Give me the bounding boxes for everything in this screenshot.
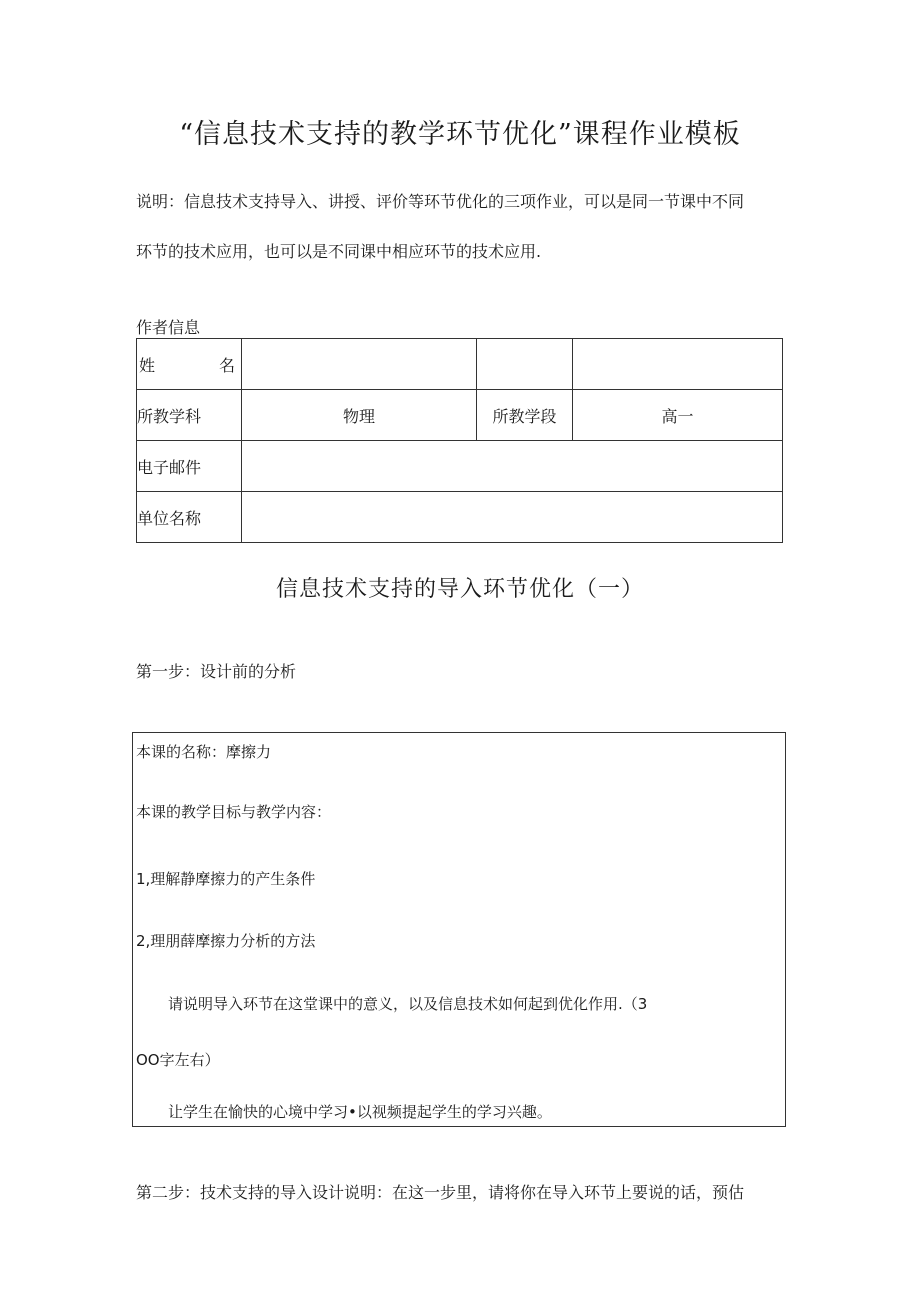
answer-text: 让学生在愉快的心境中学习•以视频提起学生的学习兴趣。: [168, 1103, 552, 1121]
instruction-line-1: 说明：信息技术支持导入、讲授、评价等环节优化的三项作业，可以是同一节课中不同: [136, 192, 745, 211]
goal-item-2: 2,理朋薛摩擦力分析的方法: [136, 932, 316, 950]
unit-value-cell[interactable]: [242, 492, 783, 543]
section-title: 信息技术支持的导入环节优化（一）: [275, 577, 644, 602]
name-label-char-2: 名: [218, 355, 235, 375]
step-2-heading: 第二步：技术支持的导入设计说明：在这一步里，请将你在导入环节上要说的话，预估: [136, 1183, 745, 1202]
name-label-char-1: 姓: [139, 355, 156, 375]
blank-value-cell[interactable]: [573, 339, 783, 390]
prompt-line-1: 请说明导入环节在这堂课中的意义，以及信息技术如何起到优化作用.（3: [168, 995, 648, 1013]
stage-label-cell: 所教学段: [477, 390, 573, 441]
table-row: [137, 441, 783, 492]
author-info-table: [136, 338, 783, 543]
unit-label-cell: 单位名称: [137, 492, 242, 543]
stage-value-cell[interactable]: 高一: [573, 390, 783, 441]
name-label-cell: [137, 339, 242, 390]
subject-label-cell: 所教学科: [137, 390, 242, 441]
subject-value-cell[interactable]: 物理: [242, 390, 477, 441]
lesson-name: 本课的名称：摩擦力: [136, 743, 272, 761]
step-1-heading: 第一步：设计前的分析: [136, 662, 297, 681]
goals-heading: 本课的教学目标与教学内容：: [136, 803, 332, 821]
document-title: “信息技术支持的教学环节优化”课程作业模板: [179, 119, 741, 150]
email-value-cell[interactable]: [242, 441, 783, 492]
table-row: [137, 492, 783, 543]
name-value-cell[interactable]: [242, 339, 477, 390]
prompt-line-2: OO字左右）: [136, 1051, 220, 1069]
instruction-line-2: 环节的技术应用，也可以是不同课中相应环节的技术应用.: [136, 242, 542, 261]
analysis-box: [132, 732, 786, 1127]
table-row: [137, 390, 783, 441]
goal-item-1: 1,理解静摩擦力的产生条件: [136, 870, 316, 888]
table-row: [137, 339, 783, 390]
email-label-cell: 电子邮件: [137, 441, 242, 492]
blank-label-cell: [477, 339, 573, 390]
author-info-heading: 作者信息: [136, 318, 201, 337]
